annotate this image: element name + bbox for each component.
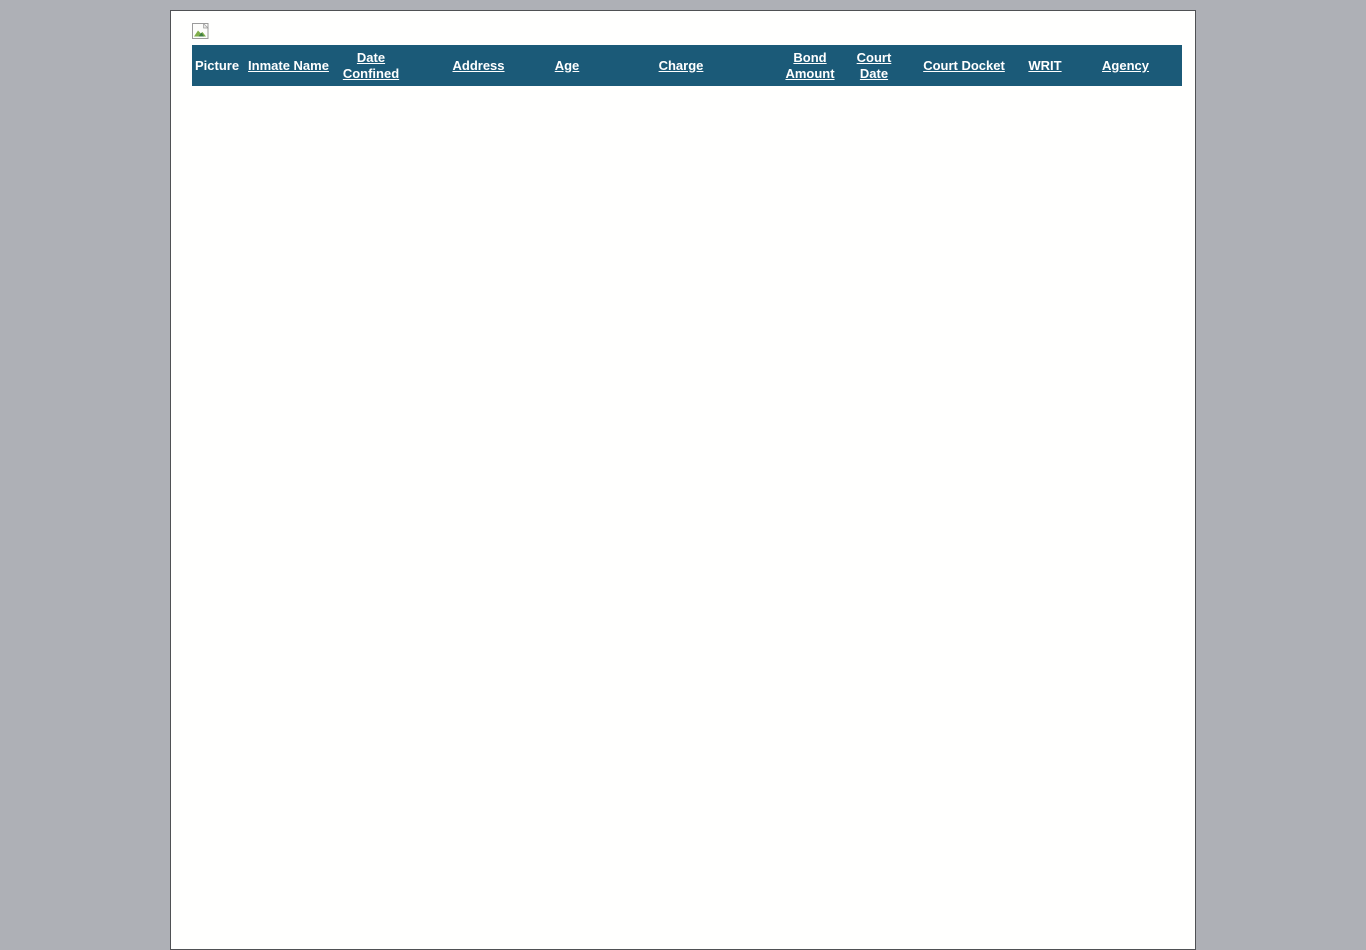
broken-image-icon xyxy=(192,23,209,39)
column-header-picture: Picture xyxy=(192,45,241,86)
column-header-agency xyxy=(1069,45,1182,86)
sort-link-charge[interactable]: Charge xyxy=(658,57,704,73)
column-header-charge xyxy=(583,45,779,86)
sort-link-date_confined[interactable]: Date Confined xyxy=(342,49,400,81)
sort-link-age[interactable]: Age xyxy=(554,57,580,73)
column-header-age xyxy=(551,45,583,86)
sort-link-agency[interactable]: Agency xyxy=(1102,57,1149,73)
sort-link-court_date[interactable]: Court Date xyxy=(856,49,892,81)
sort-link-address[interactable]: Address xyxy=(452,57,505,73)
column-header-bond_amount xyxy=(779,45,841,86)
column-header-address xyxy=(406,45,551,86)
column-header-court_date xyxy=(841,45,907,86)
table-header-row xyxy=(192,45,1182,86)
column-header-court_docket xyxy=(907,45,1021,86)
inmate-table xyxy=(192,45,1182,86)
sort-link-bond_amount[interactable]: Bond Amount xyxy=(785,49,835,81)
content-area xyxy=(170,10,1196,950)
sort-link-court_docket[interactable]: Court Docket xyxy=(923,57,1005,73)
sort-link-writ[interactable]: WRIT xyxy=(1028,57,1062,73)
column-header-date_confined xyxy=(336,45,406,86)
sort-link-inmate_name[interactable]: Inmate Name xyxy=(248,57,329,73)
column-header-writ xyxy=(1021,45,1069,86)
column-header-inmate_name xyxy=(241,45,336,86)
